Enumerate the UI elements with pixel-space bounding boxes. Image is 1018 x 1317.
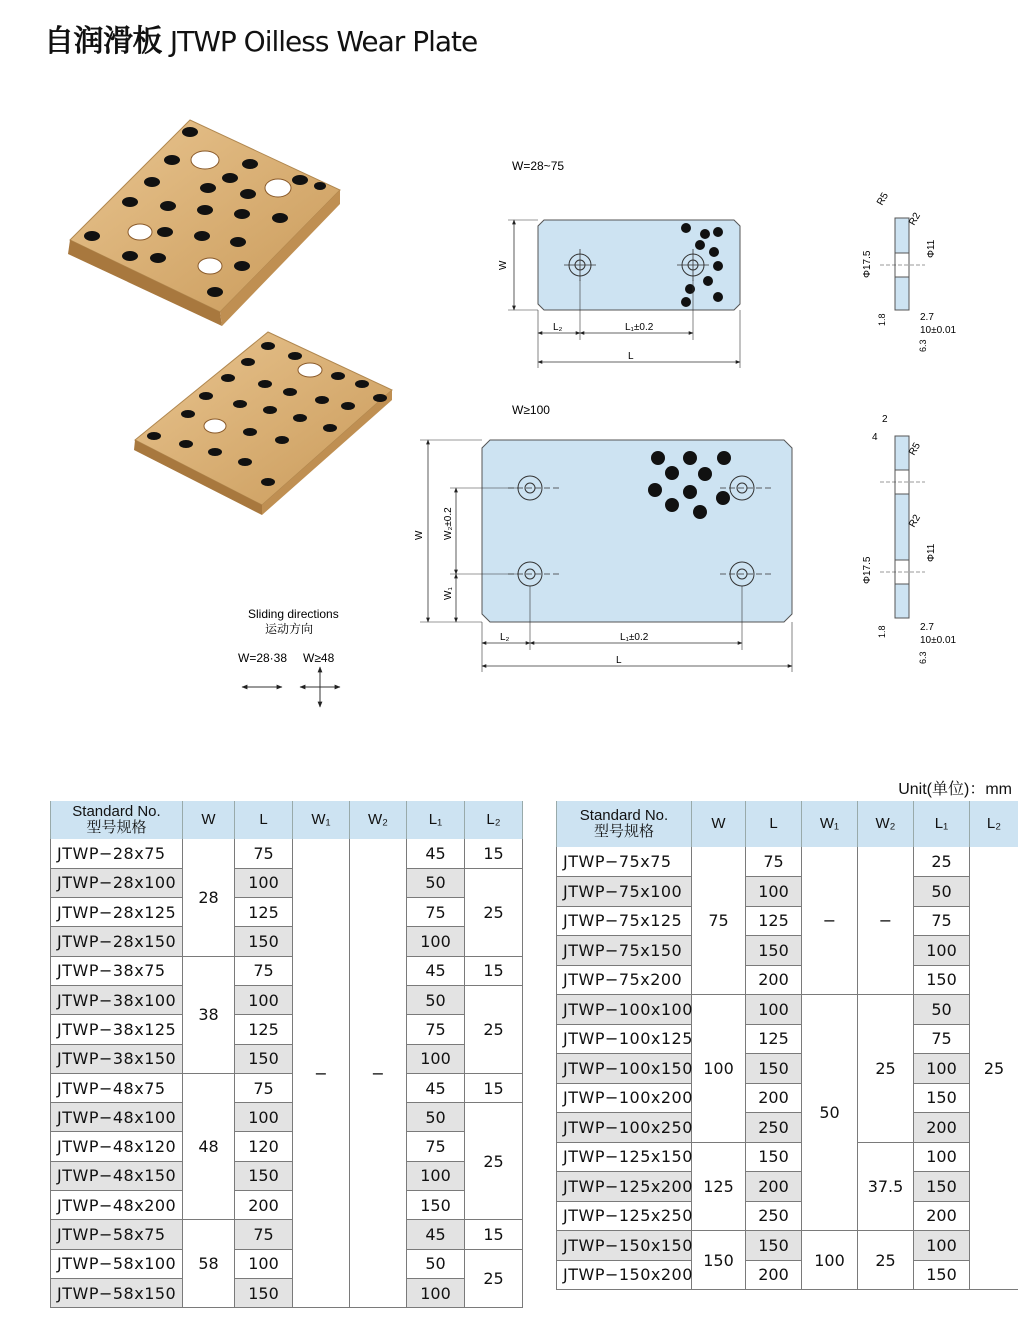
w-cell: 48 [183,1073,235,1219]
svg-text:L: L [628,351,634,362]
l-cell: 75 [235,1073,293,1102]
l1-cell: 100 [914,936,970,966]
l1-cell: 75 [914,1024,970,1054]
w1-cell: 50 [802,995,858,1231]
l-cell: 100 [235,985,293,1014]
l2-cell: 25 [465,985,523,1073]
plate-drawing-large [414,403,792,672]
w2-cell: 25 [858,1231,914,1290]
header-text: W₁ [819,815,840,832]
w2-cell: − [350,839,407,1308]
standard-no-cell: JTWP−38x125 [51,1015,183,1044]
standard-no-cell: JTWP−150x150 [557,1231,692,1261]
l1-cell: 100 [914,1231,970,1261]
table-row [557,1260,1018,1290]
standard-no-cell: JTWP−48x150 [51,1161,183,1190]
sliding-directions [238,607,340,707]
svg-text:W: W [498,260,509,270]
standard-no-cell: JTWP−100x125 [557,1024,692,1054]
svg-text:W≥48: W≥48 [303,651,335,665]
header-text: L [259,811,268,828]
l1-cell: 100 [914,1142,970,1172]
standard-no-cell: JTWP−38x100 [51,985,183,1014]
l2-cell: 25 [465,868,523,956]
svg-text:Sliding directions: Sliding directions [248,607,339,621]
l-cell: 250 [746,1201,802,1231]
column-header [51,801,183,839]
l-cell: 150 [746,936,802,966]
standard-no-cell: JTWP−38x75 [51,956,183,985]
standard-no-cell: JTWP−48x120 [51,1132,183,1161]
column-header [746,801,802,847]
standard-no-cell: JTWP−28x100 [51,868,183,897]
svg-text:W=28·38: W=28·38 [238,651,288,665]
l-cell: 250 [746,1113,802,1143]
header-text: L [769,815,778,832]
table-row [557,1024,1018,1054]
table-row [51,1220,523,1249]
standard-no-cell: JTWP−125x250 [557,1201,692,1231]
l1-cell: 50 [914,995,970,1025]
l2-cell: 15 [465,839,523,868]
l-cell: 100 [235,1249,293,1278]
table-row [51,1278,523,1307]
column-header [802,801,858,847]
svg-text:W₂±0.2: W₂±0.2 [443,507,454,540]
spec-table-left [50,801,523,1308]
l-cell: 150 [746,1142,802,1172]
svg-text:L₂: L₂ [553,322,563,333]
l-cell: 150 [235,1278,293,1307]
label-w-large: W≥100 [512,403,550,417]
w-cell: 125 [692,1142,746,1231]
svg-text:2.7: 2.7 [920,312,934,323]
l1-cell: 150 [914,965,970,995]
l-cell: 75 [235,956,293,985]
svg-text:1.8: 1.8 [877,625,887,638]
standard-no-cell: JTWP−125x150 [557,1142,692,1172]
l2-cell: 15 [465,956,523,985]
standard-no-cell: JTWP−100x150 [557,1054,692,1084]
header-text: 型号规格 [593,823,654,840]
standard-no-cell: JTWP−28x75 [51,839,183,868]
svg-text:2.7: 2.7 [920,622,934,633]
table-row [51,1132,523,1161]
w-cell: 38 [183,956,235,1073]
standard-no-cell: JTWP−75x75 [557,847,692,877]
svg-text:运动方向: 运动方向 [265,622,314,636]
table-row [51,868,523,897]
l1-cell: 75 [407,1132,465,1161]
column-header [183,801,235,839]
w-cell: 75 [692,847,746,995]
w-cell: 150 [692,1231,746,1290]
l1-cell: 100 [407,1278,465,1307]
header-text: W₂ [875,815,896,832]
table-row [557,847,1018,877]
l-cell: 200 [746,1260,802,1290]
standard-no-cell: JTWP−28x125 [51,898,183,927]
table-row [51,1103,523,1132]
table-row [51,898,523,927]
w1-cell: 100 [802,1231,858,1290]
header-text: W₂ [368,811,388,828]
unit-label: Unit(单位)：mm [898,781,1012,798]
svg-text:L₂: L₂ [500,632,510,643]
l-cell: 125 [235,1015,293,1044]
standard-no-cell: JTWP−75x200 [557,965,692,995]
header-text: W [711,815,726,832]
l-cell: 125 [746,906,802,936]
wear-plate-photo-1 [68,120,340,326]
l1-cell: 75 [407,1015,465,1044]
column-header [858,801,914,847]
table-row [51,839,523,868]
standard-no-cell: JTWP−58x75 [51,1220,183,1249]
plate-drawing-small [498,159,740,368]
w-cell: 28 [183,839,235,956]
standard-no-cell: JTWP−58x150 [51,1278,183,1307]
w2-cell: 37.5 [858,1142,914,1231]
l-cell: 75 [235,1220,293,1249]
l-cell: 200 [235,1191,293,1220]
l1-cell: 50 [914,877,970,907]
standard-no-cell: JTWP−58x100 [51,1249,183,1278]
l-cell: 100 [235,868,293,897]
l1-cell: 45 [407,1220,465,1249]
l1-cell: 45 [407,839,465,868]
svg-text:10±0.01: 10±0.01 [920,325,957,336]
spec-table-right [556,801,1018,1290]
l-cell: 100 [235,1103,293,1132]
l1-cell: 200 [914,1201,970,1231]
table-row [557,936,1018,966]
standard-no-cell: JTWP−48x200 [51,1191,183,1220]
column-header [557,801,692,847]
l1-cell: 150 [914,1172,970,1202]
svg-text:6.3: 6.3 [918,339,928,352]
svg-text:R2: R2 [907,210,923,228]
w-cell: 58 [183,1220,235,1308]
l-cell: 100 [746,877,802,907]
l1-cell: 50 [407,1103,465,1132]
l1-cell: 50 [407,868,465,897]
svg-text:Φ17.5: Φ17.5 [862,250,873,278]
header-text: W₁ [311,811,331,828]
standard-no-cell: JTWP−100x250 [557,1113,692,1143]
table-row [557,906,1018,936]
l-cell: 150 [746,1231,802,1261]
l-cell: 125 [746,1024,802,1054]
l2-cell: 25 [970,847,1018,1290]
table-row [557,1201,1018,1231]
svg-text:W: W [414,530,425,540]
svg-text:2: 2 [882,414,888,425]
l-cell: 75 [746,847,802,877]
table-row [51,1044,523,1073]
column-header [350,801,407,839]
standard-no-cell: JTWP−75x150 [557,936,692,966]
l-cell: 150 [746,1054,802,1084]
l-cell: 125 [235,898,293,927]
table-row [557,1142,1018,1172]
standard-no-cell: JTWP−150x200 [557,1260,692,1290]
w2-cell: 25 [858,995,914,1143]
svg-text:L: L [616,655,622,666]
l2-cell: 15 [465,1073,523,1102]
svg-text:L₁±0.2: L₁±0.2 [625,322,654,333]
wear-plate-photo-2 [134,332,392,515]
table-row [557,1231,1018,1261]
l1-cell: 75 [914,906,970,936]
table-row [557,995,1018,1025]
table-row [51,956,523,985]
svg-text:6.3: 6.3 [918,651,928,664]
header-text: L₂ [986,815,1002,832]
table-row [557,1083,1018,1113]
title-en: JTWP Oilless Wear Plate [169,25,478,58]
svg-text:R2: R2 [907,512,923,530]
standard-no-cell: JTWP−38x150 [51,1044,183,1073]
svg-text:L₁±0.2: L₁±0.2 [620,632,649,643]
l2-cell: 25 [465,1103,523,1220]
header-text: W [201,811,216,828]
svg-text:Φ11: Φ11 [926,239,937,258]
l1-cell: 75 [407,898,465,927]
table-row [557,1054,1018,1084]
svg-text:R5: R5 [907,440,923,458]
table-row [51,1249,523,1278]
standard-no-cell: JTWP−48x75 [51,1073,183,1102]
table-row [51,1191,523,1220]
l1-cell: 200 [914,1113,970,1143]
l-cell: 75 [235,839,293,868]
column-header [465,801,523,839]
l1-cell: 150 [914,1260,970,1290]
table-row [557,965,1018,995]
l1-cell: 100 [914,1054,970,1084]
header-text: L₁ [428,811,443,828]
standard-no-cell: JTWP−48x100 [51,1103,183,1132]
l-cell: 150 [235,927,293,956]
w2-cell: − [858,847,914,995]
l1-cell: 45 [407,1073,465,1102]
l1-cell: 150 [407,1191,465,1220]
table-row [51,1015,523,1044]
standard-no-cell: JTWP−75x125 [557,906,692,936]
column-header [407,801,465,839]
table-row [51,927,523,956]
l1-cell: 100 [407,1044,465,1073]
svg-text:R5: R5 [875,190,891,208]
l-cell: 120 [235,1132,293,1161]
l-cell: 200 [746,965,802,995]
header-text: Standard No. [72,803,161,820]
column-header [692,801,746,847]
svg-text:1.8: 1.8 [877,313,887,326]
l2-cell: 15 [465,1220,523,1249]
title-cn: 自润滑板 [44,25,162,58]
table-row [557,877,1018,907]
l1-cell: 25 [914,847,970,877]
svg-text:W₁: W₁ [443,587,454,600]
table-row [51,1161,523,1190]
svg-text:Φ11: Φ11 [926,543,937,562]
side-profile-large [862,414,957,664]
table-row [557,1113,1018,1143]
svg-text:Φ17.5: Φ17.5 [862,556,873,584]
l1-cell: 45 [407,956,465,985]
w-cell: 100 [692,995,746,1143]
table-row [557,1172,1018,1202]
header-text: L₂ [486,811,501,828]
l-cell: 200 [746,1172,802,1202]
l1-cell: 100 [407,927,465,956]
table-row [51,1073,523,1102]
l1-cell: 50 [407,985,465,1014]
side-profile-small [862,191,957,352]
svg-text:10±0.01: 10±0.01 [920,635,957,646]
standard-no-cell: JTWP−100x100 [557,995,692,1025]
standard-no-cell: JTWP−28x150 [51,927,183,956]
l1-cell: 50 [407,1249,465,1278]
l2-cell: 25 [465,1249,523,1308]
column-header [293,801,350,839]
l-cell: 200 [746,1083,802,1113]
column-header [970,801,1018,847]
column-header [914,801,970,847]
table-row [51,985,523,1014]
l-cell: 150 [235,1161,293,1190]
column-header [235,801,293,839]
l-cell: 100 [746,995,802,1025]
header-text: Standard No. [579,807,669,824]
standard-no-cell: JTWP−125x200 [557,1172,692,1202]
w1-cell: − [293,839,350,1308]
l1-cell: 150 [914,1083,970,1113]
standard-no-cell: JTWP−75x100 [557,877,692,907]
header-text: 型号规格 [86,819,147,836]
w1-cell: − [802,847,858,995]
l1-cell: 100 [407,1161,465,1190]
l-cell: 150 [235,1044,293,1073]
label-w-small: W=28~75 [512,159,565,173]
svg-text:4: 4 [872,432,878,443]
header-text: L₁ [934,815,949,832]
standard-no-cell: JTWP−100x200 [557,1083,692,1113]
